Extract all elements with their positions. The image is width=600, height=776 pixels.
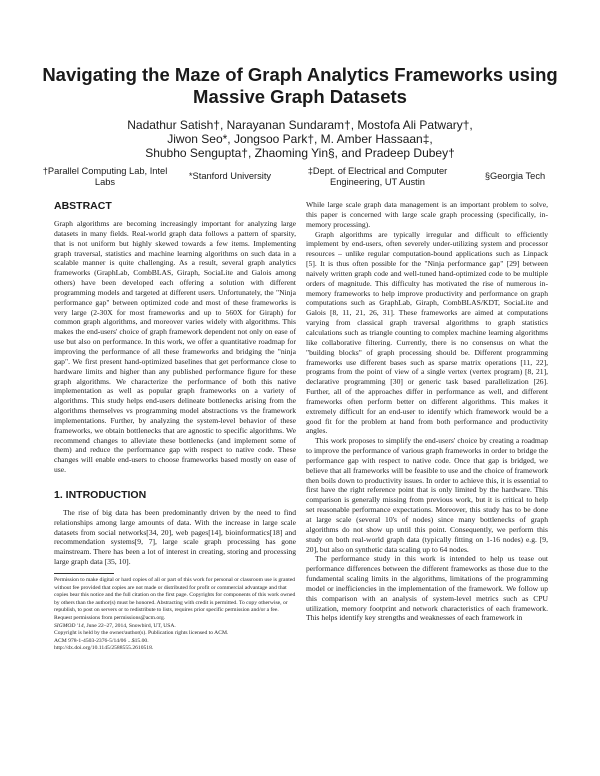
introduction-heading: 1. INTRODUCTION <box>54 488 147 501</box>
paragraph: The performance study in this work is intended to help us tease out performance differences between the different frameworks as those due to the fundamental scaling limits in the algorithms, limitations of the programming model or inefficiencies in the implementation of the framework. We follow up this comparison with an analysis of system-level metrics such as CPU utilization, memory footprint and network characteristics of each framework. This helps identify key strengths and weaknesses of each framework in <box>306 554 548 623</box>
paper-title: Navigating the Maze of Graph Analytics Frameworks using Massive Graph Datasets <box>42 64 558 107</box>
introduction-text: The rise of big data has been predominantly driven by the need to find relationships among large amounts of data. With the increase in large scale datasets from social networks[34, 20], web pages[14], bioinformatics[18] and recommendation systems[9, 7], large scale graph processing has gone mainstream. There has been a lot of interest in creating, storing and processing large graph data [35, 10]. <box>54 507 296 567</box>
paragraph: Graph algorithms are typically irregular and difficult to efficiently implement by end-users, often severely under-utilizing system and processor resources – unlike regular computation-bound applications such as Linpack [5]. It is thus often possible for the "Ninja performance gap" [29] between naively written graph code and well-tuned hand-optimized code to be multiple orders of magnitude. This difficulty has motivated the rise of numerous in-memory frameworks to help improve productivity and performance on graph computations such as GraphLab, Giraph, CombBLAS/KDT, SociaLite and Galois [8, 11, 21, 26, 31]. These frameworks are aimed at computations varying from classical graph traversal algorithms to graph statistics calculations such as triangle counting to complex machine learning algorithms like collaborative filtering. Currently, there is no consensus on what the "building blocks" of graph processing should be. Different programming frameworks use different bases such as sparse matrix operations [11, 22], programs from the point of view of a single vertex (vertex program) [8, 21], declarative programming [30] or generic task based parallelization [26]. Further, all of the approaches differ in performance as well, and different frameworks often perform better on different algorithms. This makes it extremely difficult for an end-user to identify which framework would be a good fit for the problem at hand from both performance and productivity angles. <box>306 229 548 436</box>
author-list <box>40 118 560 160</box>
abstract-text: Graph algorithms are becoming increasingly important for analyzing large datasets in many fields. Real-world graph data follows a pattern of sparsity, that is not uniform but highly skewed towards a few items. Implementing graph traversal, statistics and machine learning algorithms on such data in a scalable manner is quite challenging. As a result, several graph analytics frameworks (GraphLab, CombBLAS, Giraph, SociaLite and Galois among others) have been developed each offering a solution with different programming models and targeted at different users. Unfortunately, the "Ninja performance gap" between optimized code and most of these frameworks is very large (2-30X for most frameworks and up to 560X for Giraph) for common graph algorithms, and moreover varies widely with algorithms. This makes the end-users' choice of graph framework dependent not only on ease of use but also on performance. In this work, we offer a quantitative roadmap for improving the performance of all these frameworks and bridging the "ninja gap". We first present hand-optimized baselines that get performance close to hardware limits and higher than any published performance figure for these graph algorithms. We characterize the performance of both this native implementation as well as popular graph frameworks on a variety of algorithms. This study helps end-users delineate bottlenecks arising from the algorithms themselves vs programming model abstractions vs the framework implementations. Further, by analyzing the system-level behavior of these frameworks, we obtain bottlenecks that are agnostic to specific algorithms. We recommend changes to alleviate these bottlenecks (and implement some of them) and reduce the performance gap with respect to native code. These changes will enable end-users to choose frameworks based mostly on ease of use. <box>54 219 296 475</box>
abstract-heading: ABSTRACT <box>54 200 112 212</box>
permission-notice: Permission to make digital or hard copies of all or part of this work for personal or classroom use is granted without fee provided that copies are not made or distributed for profit or commercial advantage and that copies bear this notice and the full citation on the first page. Copyrights for components of this work owned by others than the author(s) must be honored. Abstracting with credit is permitted. To copy otherwise, or republish, to post on servers or to redistribute to lists, requires prior specific permission and/or a fee. Request permissions from permissions@acm.org. <box>54 577 296 621</box>
copyright-line: Copyright is held by the owner/author(s). Publication rights licensed to ACM. <box>54 630 229 637</box>
affiliation-intel: †Parallel Computing Lab, Intel Labs <box>42 166 168 187</box>
acm-isbn-line: ACM 978-1-4503-2376-5/14/06 ...$15.00. <box>54 637 149 644</box>
paragraph: While large scale graph data management is an important problem to solve, this paper is concerned with large scale graph processing (specifically, in-memory processing). <box>306 200 548 229</box>
footnote-rule <box>54 573 114 574</box>
paragraph: This work proposes to simplify the end-users' choice by creating a roadmap to improve the performance of various graph frameworks in order to bridge the performance gap with respect to native code. Once that gap is bridged, we believe that all frameworks will be feasible to use and the choice of framework then boils down to productivity issues. In order to achieve this, it is essential to first have the right reference point that is only limited by the hardware. This comparison is generally missing from previous work, but it is critical to help set reasonable performance expectations. Moreover, this study has to be done at large scale (several 10's of nodes) since many bottlenecks of graph algorithms do not show up until this point. Consequently, we perform this study on both real-world graph data (typically fitting on 1-16 nodes) e.g. [9, 20], but also on synthetic data scaling up to 64 nodes. <box>306 436 548 554</box>
copyright-footnote <box>54 577 296 653</box>
author-line: Jiwon Seo*, Jongsoo Park†, M. Amber Hassaan‡, <box>167 132 433 146</box>
venue-details: June 22–27, 2014, Snowbird, UT, USA. <box>86 622 176 629</box>
author-line: Nadathur Satish†, Narayanan Sundaram†, Mostofa Ali Patwary†, <box>127 118 473 132</box>
affiliation-stanford: *Stanford University <box>188 171 272 181</box>
affiliation-ut-austin: ‡Dept. of Electrical and Computer Engineering, UT Austin <box>307 166 448 187</box>
right-column <box>306 200 548 623</box>
doi-link[interactable]: http://dx.doi.org/10.1145/2588555.2610518. <box>54 645 154 652</box>
venue-name: SIGMOD '14, <box>54 622 86 629</box>
author-line: Shubho Sengupta†, Zhaoming Yin§, and Pradeep Dubey† <box>145 146 455 160</box>
left-column <box>54 200 296 653</box>
affiliation-georgia-tech: §Georgia Tech <box>484 171 546 181</box>
